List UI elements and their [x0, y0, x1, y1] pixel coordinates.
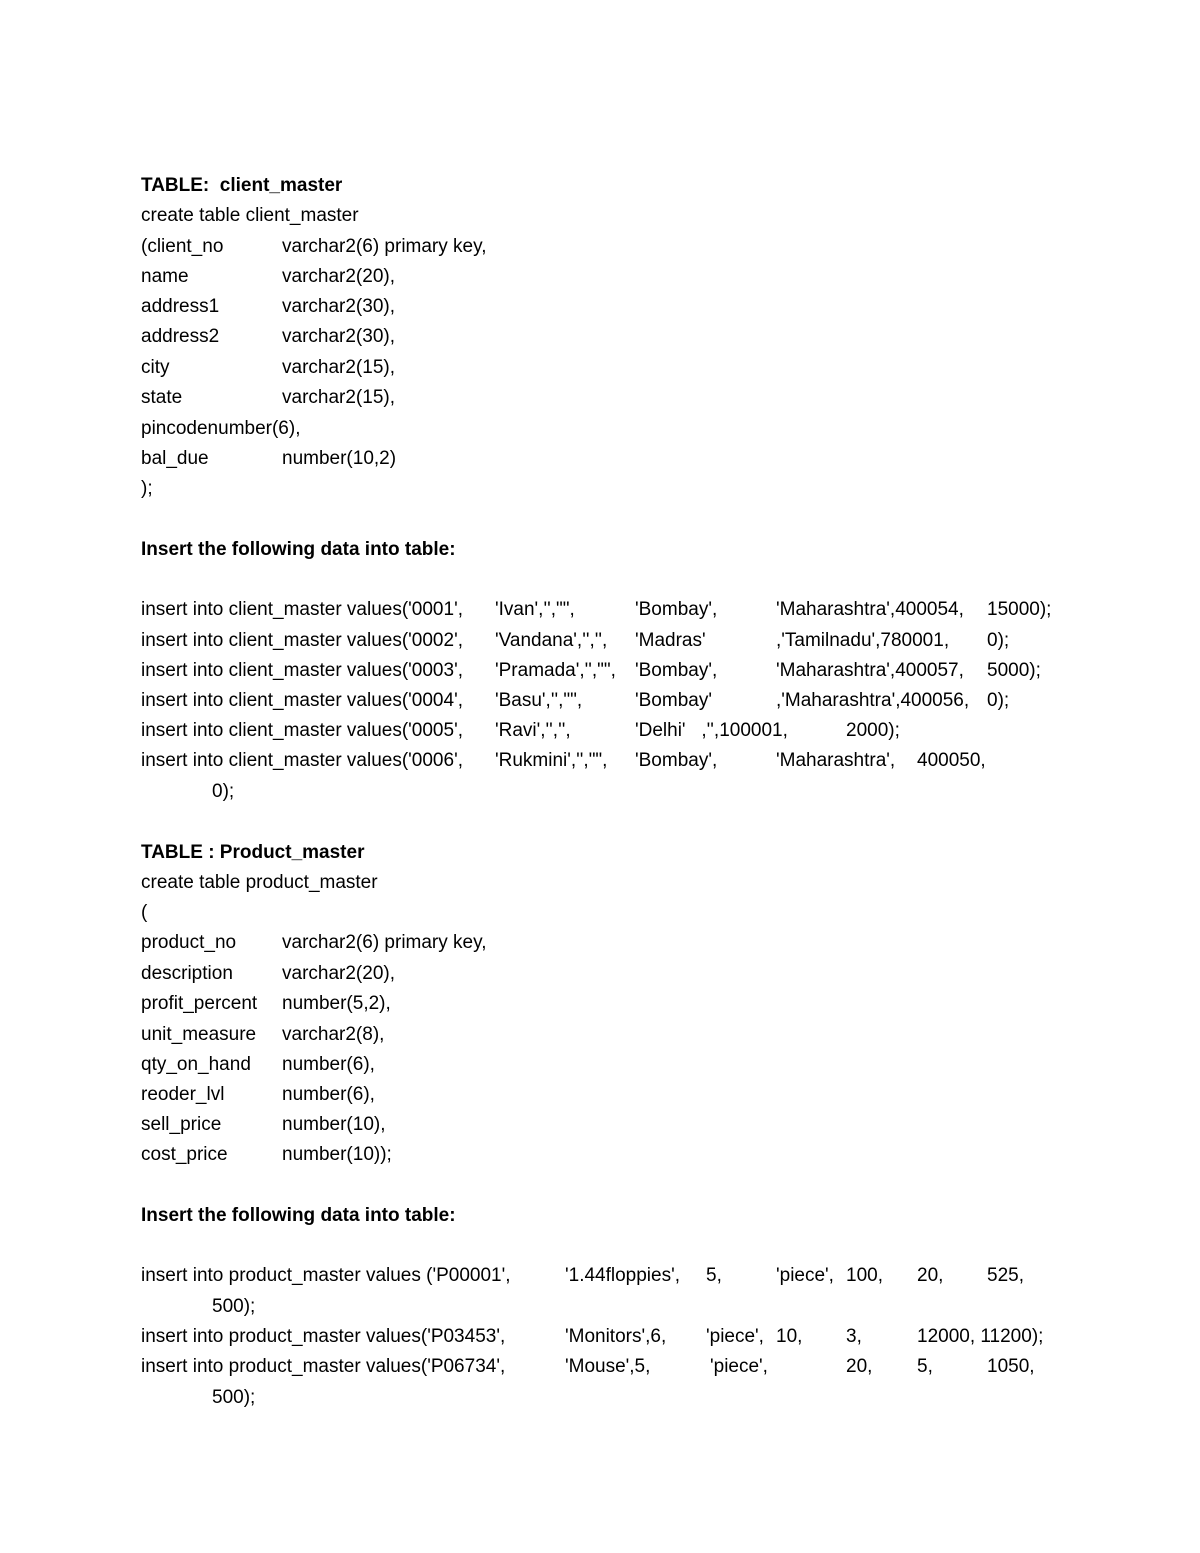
- insert-value: 10,: [776, 1326, 803, 1347]
- insert-continuation: 500);: [212, 1387, 256, 1408]
- insert-statement: insert into client_master values('0004',: [141, 690, 463, 711]
- insert-value: 'Bombay',: [635, 660, 718, 681]
- insert-statement: insert into client_master values('0003',: [141, 660, 463, 681]
- product-open-paren: (: [141, 902, 148, 923]
- insert-value: 'Bombay',: [635, 599, 718, 620]
- insert-statement: insert into product_master values('P03453',: [141, 1326, 506, 1347]
- insert-value: 0);: [987, 630, 1010, 651]
- insert-value: 400050,: [917, 750, 986, 771]
- column-name: (client_no: [141, 236, 224, 257]
- column-name: state: [141, 387, 183, 408]
- column-name: unit_measure: [141, 1024, 257, 1045]
- insert-statement: insert into product_master values ('P00001',: [141, 1265, 511, 1286]
- column-name: address1: [141, 296, 220, 317]
- column-name: address2: [141, 326, 220, 347]
- insert-value: 12000, 11200);: [917, 1326, 1044, 1347]
- column-name: pincodenumber(6),: [141, 418, 301, 439]
- column-type: varchar2(6) primary key,: [282, 236, 487, 257]
- product-create-statement: create table product_master: [141, 872, 378, 893]
- insert-value: 'Rukmini','',"",: [495, 750, 608, 771]
- product-insert-heading: Insert the following data into table:: [141, 1205, 456, 1226]
- column-type: varchar2(6) primary key,: [282, 932, 487, 953]
- column-name: qty_on_hand: [141, 1054, 251, 1075]
- column-type: number(5,2),: [282, 993, 391, 1014]
- insert-value: ,'Maharashtra',400056,: [776, 690, 970, 711]
- column-type: number(6),: [282, 1054, 375, 1075]
- insert-value: 'Pramada','',"",: [495, 660, 616, 681]
- client-insert-heading: Insert the following data into table:: [141, 539, 456, 560]
- insert-value: 'Mouse',5,: [565, 1356, 651, 1377]
- insert-value: 525,: [987, 1265, 1024, 1286]
- insert-value: 1050,: [987, 1356, 1035, 1377]
- column-name: cost_price: [141, 1144, 228, 1165]
- insert-value: 'Maharashtra',400054,: [776, 599, 964, 620]
- insert-statement: insert into product_master values('P06734',: [141, 1356, 506, 1377]
- insert-value: 0);: [987, 690, 1010, 711]
- insert-value: 'Monitors',6,: [565, 1326, 667, 1347]
- product-table-heading: TABLE : Product_master: [141, 842, 365, 863]
- column-name: reoder_lvl: [141, 1084, 225, 1105]
- insert-value: 'Ravi','','',: [495, 720, 571, 741]
- insert-value: 'Bombay',: [635, 750, 718, 771]
- column-type: varchar2(15),: [282, 357, 395, 378]
- insert-value: 100,: [846, 1265, 883, 1286]
- column-name: profit_percent: [141, 993, 258, 1014]
- column-type: varchar2(30),: [282, 326, 395, 347]
- column-type: number(10));: [282, 1144, 392, 1165]
- insert-value: 'Maharashtra',400057,: [776, 660, 964, 681]
- column-type: varchar2(8),: [282, 1024, 385, 1045]
- column-name: bal_due: [141, 448, 209, 469]
- column-name: description: [141, 963, 233, 984]
- insert-value: 'Vandana','','',: [495, 630, 608, 651]
- insert-value: 'piece',: [706, 1326, 764, 1347]
- insert-value: 3,: [846, 1326, 862, 1347]
- column-type: varchar2(15),: [282, 387, 395, 408]
- column-name: name: [141, 266, 189, 287]
- insert-value: 'Basu','',"",: [495, 690, 583, 711]
- insert-value: 'Madras': [635, 630, 706, 651]
- insert-continuation: 0);: [212, 781, 235, 802]
- column-name: product_no: [141, 932, 237, 953]
- insert-continuation: 500);: [212, 1296, 256, 1317]
- insert-value: 'piece',: [710, 1356, 768, 1377]
- insert-value: 20,: [846, 1356, 873, 1377]
- column-type: number(6),: [282, 1084, 375, 1105]
- column-type: varchar2(30),: [282, 296, 395, 317]
- client-create-statement: create table client_master: [141, 205, 359, 226]
- insert-value: 5000);: [987, 660, 1041, 681]
- column-type: number(10,2): [282, 448, 397, 469]
- insert-statement: insert into client_master values('0001',: [141, 599, 463, 620]
- column-type: varchar2(20),: [282, 266, 395, 287]
- column-type: number(10),: [282, 1114, 386, 1135]
- insert-value: 'piece',: [776, 1265, 834, 1286]
- column-name: city: [141, 357, 170, 378]
- insert-value: '1.44floppies',: [565, 1265, 681, 1286]
- insert-value: 'Bombay': [635, 690, 712, 711]
- insert-value: 'Ivan','',"",: [495, 599, 575, 620]
- client-table-heading: TABLE: client_master: [141, 175, 343, 196]
- insert-value: 2000);: [846, 720, 900, 741]
- insert-statement: insert into client_master values('0005',: [141, 720, 463, 741]
- insert-value: 20,: [917, 1265, 944, 1286]
- column-type: varchar2(20),: [282, 963, 395, 984]
- column-name: sell_price: [141, 1114, 222, 1135]
- insert-statement: insert into client_master values('0002',: [141, 630, 463, 651]
- insert-value: 15000);: [987, 599, 1052, 620]
- insert-value: 5,: [706, 1265, 722, 1286]
- insert-value: 'Delhi' ,'',100001,: [635, 720, 788, 741]
- insert-value: ,'Tamilnadu',780001,: [776, 630, 950, 651]
- insert-value: 'Maharashtra',: [776, 750, 896, 771]
- client-close-paren: );: [141, 478, 153, 499]
- insert-value: 5,: [917, 1356, 933, 1377]
- insert-statement: insert into client_master values('0006',: [141, 750, 463, 771]
